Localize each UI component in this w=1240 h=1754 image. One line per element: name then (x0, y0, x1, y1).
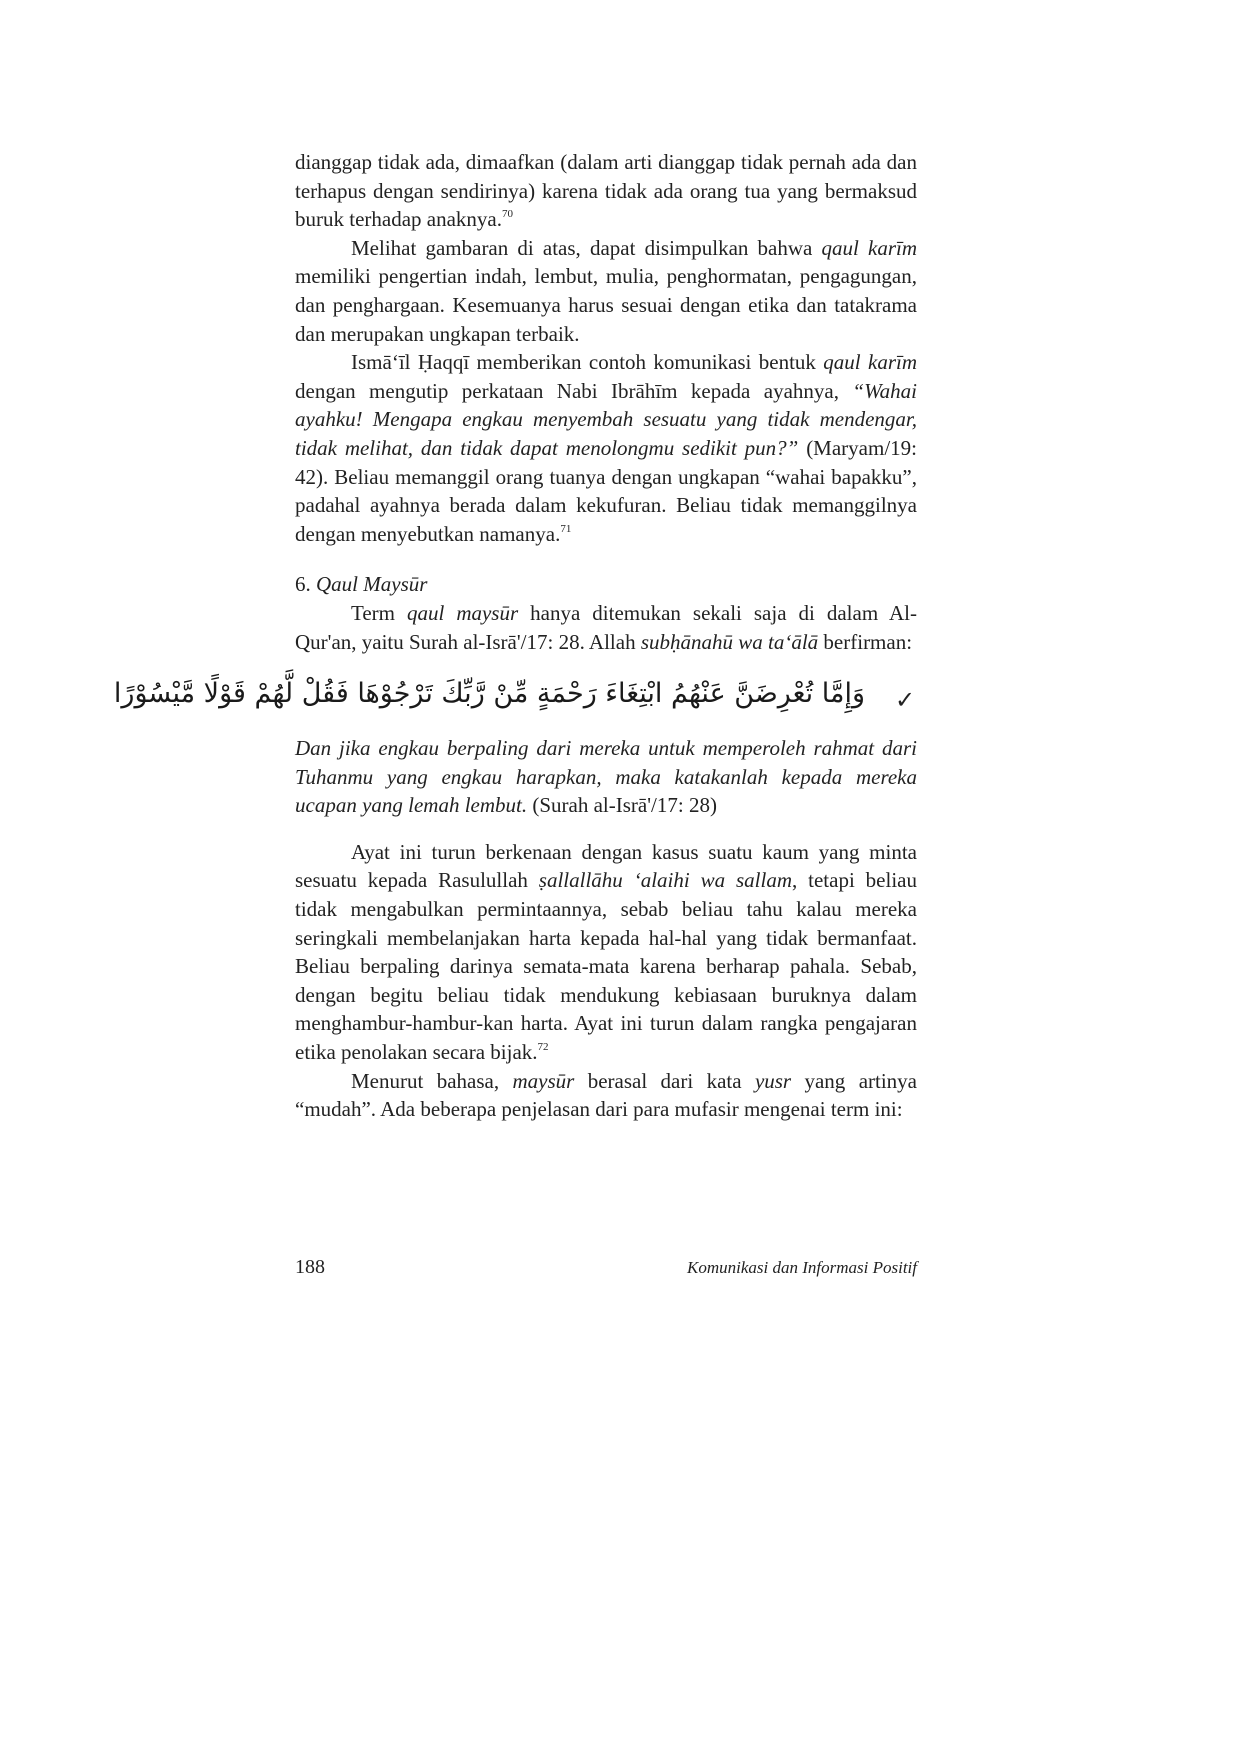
footnote-ref-72: 72 (537, 1041, 549, 1054)
quran-verse (113, 666, 917, 734)
term-qaul-karim-2: qaul karīm (823, 350, 917, 375)
term-maysur: maysūr (512, 1068, 575, 1093)
paragraph-6-text-a: Menurut bahasa, (351, 1068, 513, 1093)
paragraph-4-text-a: Term (351, 600, 407, 625)
term-subhanahu: subḥānahū wa ta‘ālā (640, 629, 819, 654)
paragraph-5-text-a: Ayat ini turun berkenaan dengan kasus suatu kaum yang minta sesuatu kepada Rasulullah (295, 839, 917, 893)
verse-translation (295, 734, 917, 820)
paragraph-3-text-a: Ismā‘īl Ḥaqqī memberikan contoh komunikasi bentuk (351, 350, 824, 375)
paragraph-3-text-e: (Maryam/19: 42). Beliau memanggil orang tuanya dengan ungkapan “wahai bapakku”, padahal ayahnya berada dalam kekufuran. Beliau tidak memanggilnya dengan menyebutkan namanya. (295, 435, 917, 546)
paragraph-2-text-c: memiliki pengertian indah, lembut, mulia, penghormatan, pengagungan, dan penghargaan. Kesemuanya harus sesuai dengan etika dan tatakrama dan merupakan ungkapan terbaik. (295, 264, 917, 346)
checkmark-icon: ✓ (895, 686, 916, 715)
footnote-ref-70: 70 (502, 208, 513, 221)
term-qaul-maysur: qaul maysūr (407, 600, 519, 625)
footnote-ref-71: 71 (560, 522, 572, 535)
arabic-verse-text: وَإِمَّا تُعْرِضَنَّ عَنْهُمُ ابْتِغَاءَ رَحْمَةٍ مِّنْ رَّبِّكَ تَرْجُوْهَا فَقُلْ لَّهُمْ قَوْلًا مَّيْسُوْرًا (113, 678, 865, 710)
paragraph-1-text: dianggap tidak ada, dimaafkan (dalam arti dianggap tidak pernah ada dan terhapus dengan sendirinya) karena tidak ada orang tua yang bermaksud buruk terhadap anaknya. (295, 150, 917, 232)
paragraph-6-text-e: yang artinya “mudah”. Ada beberapa penjelasan dari para mufasir mengenai term ini: (295, 1068, 917, 1122)
quote-ibrahim: “Wahai ayahku! Mengapa engkau menyembah sesuatu yang tidak mendengar, tidak melihat, dan tidak dapat menolongmu sedikit pun?” (295, 378, 917, 460)
section-heading (295, 570, 917, 599)
paragraph-5 (295, 838, 917, 1067)
paragraph-5-text-c: , tetapi beliau tidak mengabulkan permintaannya, sebab beliau tahu kalau mereka seringkali membelanjakan harta kepada hal-hal yang tidak bermanfaat. Beliau berpaling darinya semata-mata karena berharap pahala. Sebab, dengan begitu beliau tidak mendukung kebiasaan buruknya dalam menghambur-hambur-kan harta. Ayat ini turun dalam rangka pengajaran etika penolakan secara bijak. (295, 868, 917, 1065)
page-body (113, 148, 917, 1124)
section-title: Qaul Maysūr (316, 572, 428, 597)
running-book-title: Komunikasi dan Informasi Positif (687, 1258, 917, 1277)
paragraph-2-text-a: Melihat gambaran di atas, dapat disimpulkan bahwa (351, 235, 822, 260)
paragraph-2 (295, 234, 917, 348)
section-number: 6. (295, 572, 316, 597)
term-sallallahu: ṣallallāhu ‘alaihi wa sallam (538, 868, 792, 893)
page-footer (295, 1256, 917, 1284)
translation-text: Dan jika engkau berpaling dari mereka untuk memperoleh rahmat dari Tuhanmu yang engkau harapkan, maka katakanlah kepada mereka ucapan yang lemah lembut. (295, 736, 917, 818)
term-yusr: yusr (754, 1068, 792, 1093)
paragraph-4-text-e: berfirman: (818, 629, 913, 654)
paragraph-6 (295, 1067, 917, 1124)
paragraph-4 (295, 599, 917, 656)
paragraph-6-text-c: berasal dari kata (574, 1068, 755, 1093)
paragraph-3 (295, 348, 917, 548)
term-qaul-karim: qaul karīm (821, 235, 917, 260)
paragraph-3-text-c: dengan mengutip perkataan Nabi Ibrāhīm kepada ayahnya, (295, 378, 853, 403)
paragraph-1 (295, 148, 917, 234)
paragraph-4-text-c: hanya ditemukan sekali saja di dalam Al-Qur'an, yaitu Surah al-Isrā'/17: 28. Allah (295, 600, 917, 654)
translation-reference: (Surah al-Isrā'/17: 28) (527, 793, 717, 818)
page-number: 188 (295, 1256, 325, 1278)
